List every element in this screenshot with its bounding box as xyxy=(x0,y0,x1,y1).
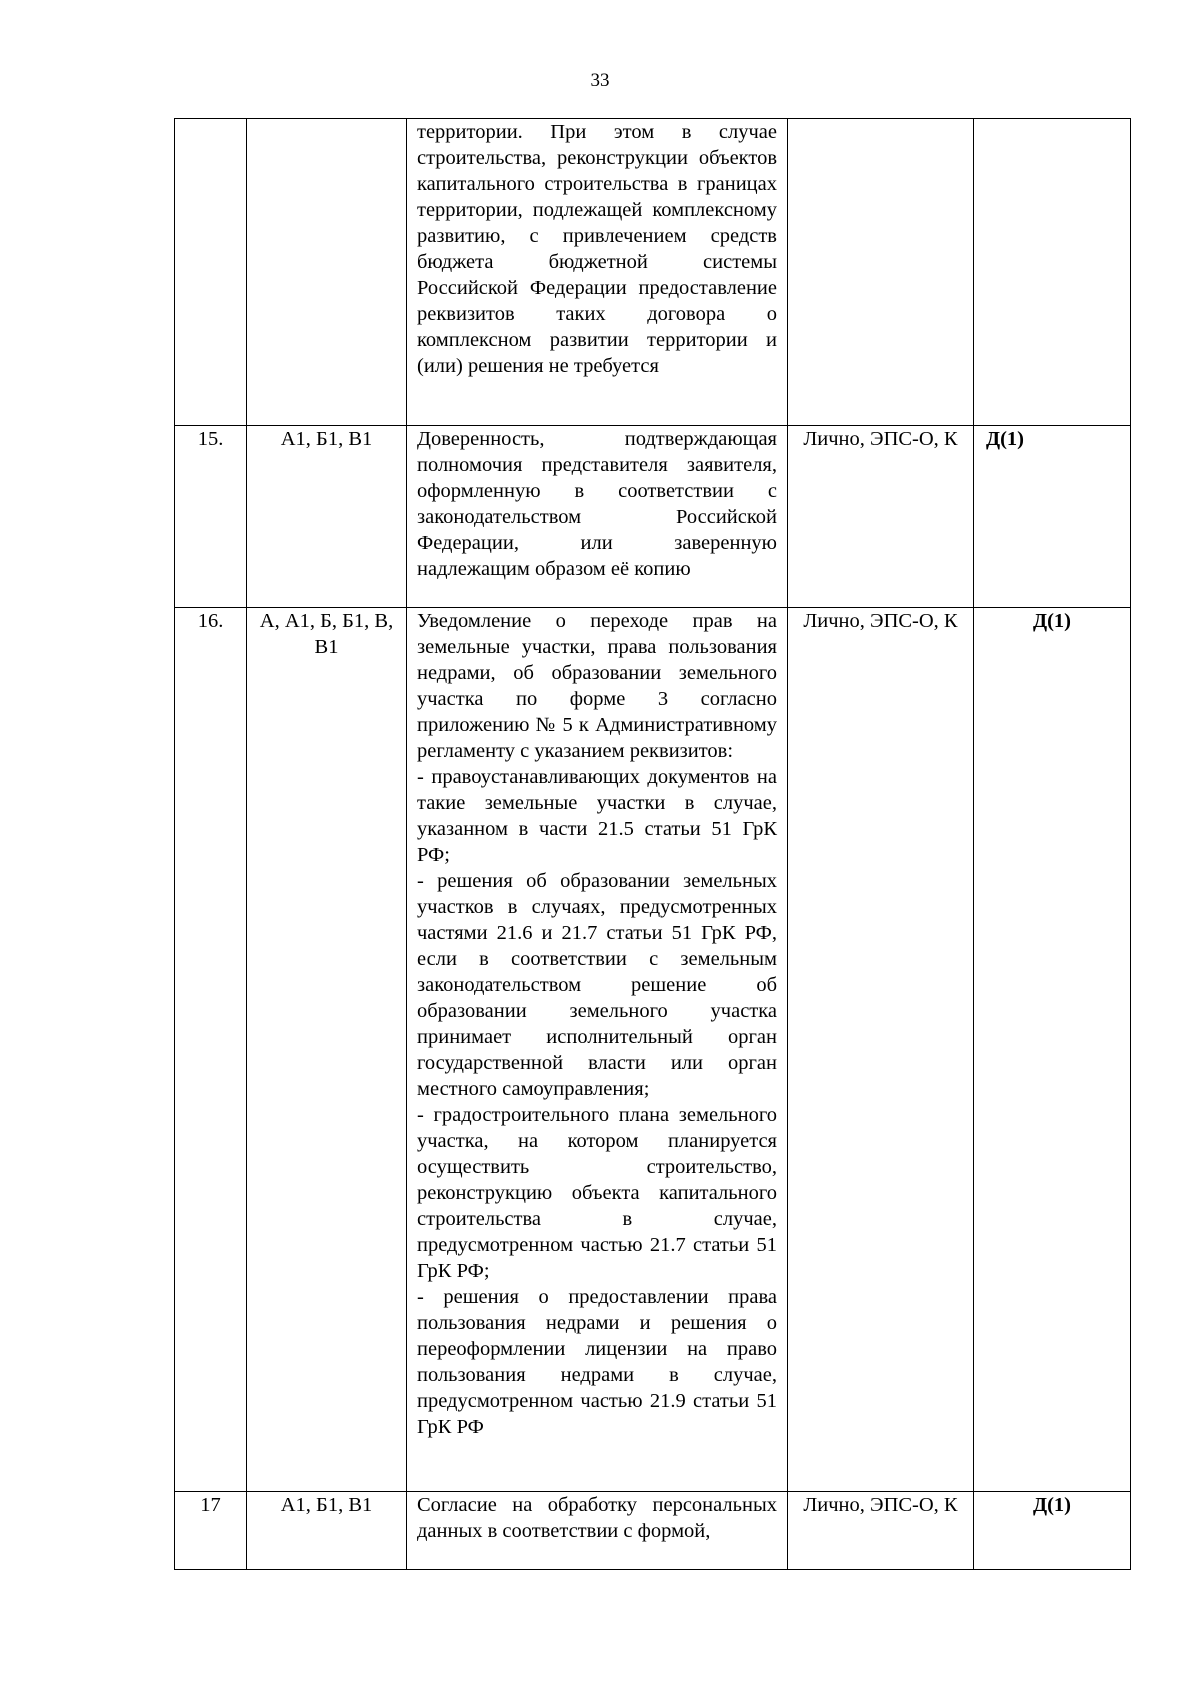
document-description xyxy=(407,1492,788,1570)
applicant-categories xyxy=(247,119,407,426)
table-row xyxy=(175,119,1131,426)
description-text: Согласие на обработку персональных данных в соответствии с формой, xyxy=(417,1494,777,1542)
document-description xyxy=(407,608,788,1492)
description-paragraph: - правоустанавливающих документов на такие земельные участки в случае, указанном в части 21.5 статьи 51 ГрК РФ; xyxy=(417,766,777,866)
description-paragraph: - решения об образовании земельных участков в случаях, предусмотренных частями 21.6 и 21.7 статьи 51 ГрК РФ, если в соответствии с земельным законодательством решение об образовании земельного участка принимает исполнительный орган государственной власти или орган местного самоуправления; xyxy=(417,870,777,1100)
applicant-categories: А1, Б1, В1 xyxy=(247,426,407,608)
applicant-categories: А1, Б1, В1 xyxy=(247,1492,407,1570)
row-number: 15. xyxy=(175,426,247,608)
documents-table xyxy=(174,118,1131,1570)
submission-method: Лично, ЭПС-О, К xyxy=(788,1492,974,1570)
submission-method: Лично, ЭПС-О, К xyxy=(788,426,974,608)
table-row xyxy=(175,426,1131,608)
result-code: Д(1) xyxy=(974,1492,1131,1570)
row-number xyxy=(175,119,247,426)
row-number: 16. xyxy=(175,608,247,1492)
result-code xyxy=(974,119,1131,426)
description-paragraph: - градостроительного плана земельного участка, на котором планируется осуществить строительство, реконструкцию объекта капитального строительства в случае, предусмотренном частью 21.7 статьи 51 ГрК РФ; xyxy=(417,1104,777,1282)
submission-method xyxy=(788,119,974,426)
description-paragraph: - решения о предоставлении права пользования недрами и решения о переоформлении лицензии на право пользования недрами в случае, предусмотренном частью 21.9 статьи 51 ГрК РФ xyxy=(417,1286,777,1438)
applicant-categories: А, А1, Б, Б1, В, В1 xyxy=(247,608,407,1492)
description-text: Доверенность, подтверждающая полномочия представителя заявителя, оформленную в соответствии с законодательством Российской Федерации, или заверенную надлежащим образом её копию xyxy=(417,428,777,580)
row-number: 17 xyxy=(175,1492,247,1570)
submission-method: Лично, ЭПС-О, К xyxy=(788,608,974,1492)
table-row xyxy=(175,608,1131,1492)
description-paragraph: Уведомление о переходе прав на земельные участки, права пользования недрами, об образовании земельного участка по форме 3 согласно приложению № 5 к Административному регламенту с указанием реквизитов: xyxy=(417,610,777,762)
result-code: Д(1) xyxy=(974,426,1131,608)
document-description xyxy=(407,426,788,608)
result-code: Д(1) xyxy=(974,608,1131,1492)
document-description xyxy=(407,119,788,426)
table-row xyxy=(175,1492,1131,1570)
page-number: 33 xyxy=(590,70,610,91)
description-text: территории. При этом в случае строительства, реконструкции объектов капитального строительства в границах территории, подлежащей комплексному развитию, с привлечением средств бюджета бюджетной системы Российской Федерации предоставление реквизитов таких договора о комплексном развитии территории и (или) решения не требуется xyxy=(417,121,777,377)
